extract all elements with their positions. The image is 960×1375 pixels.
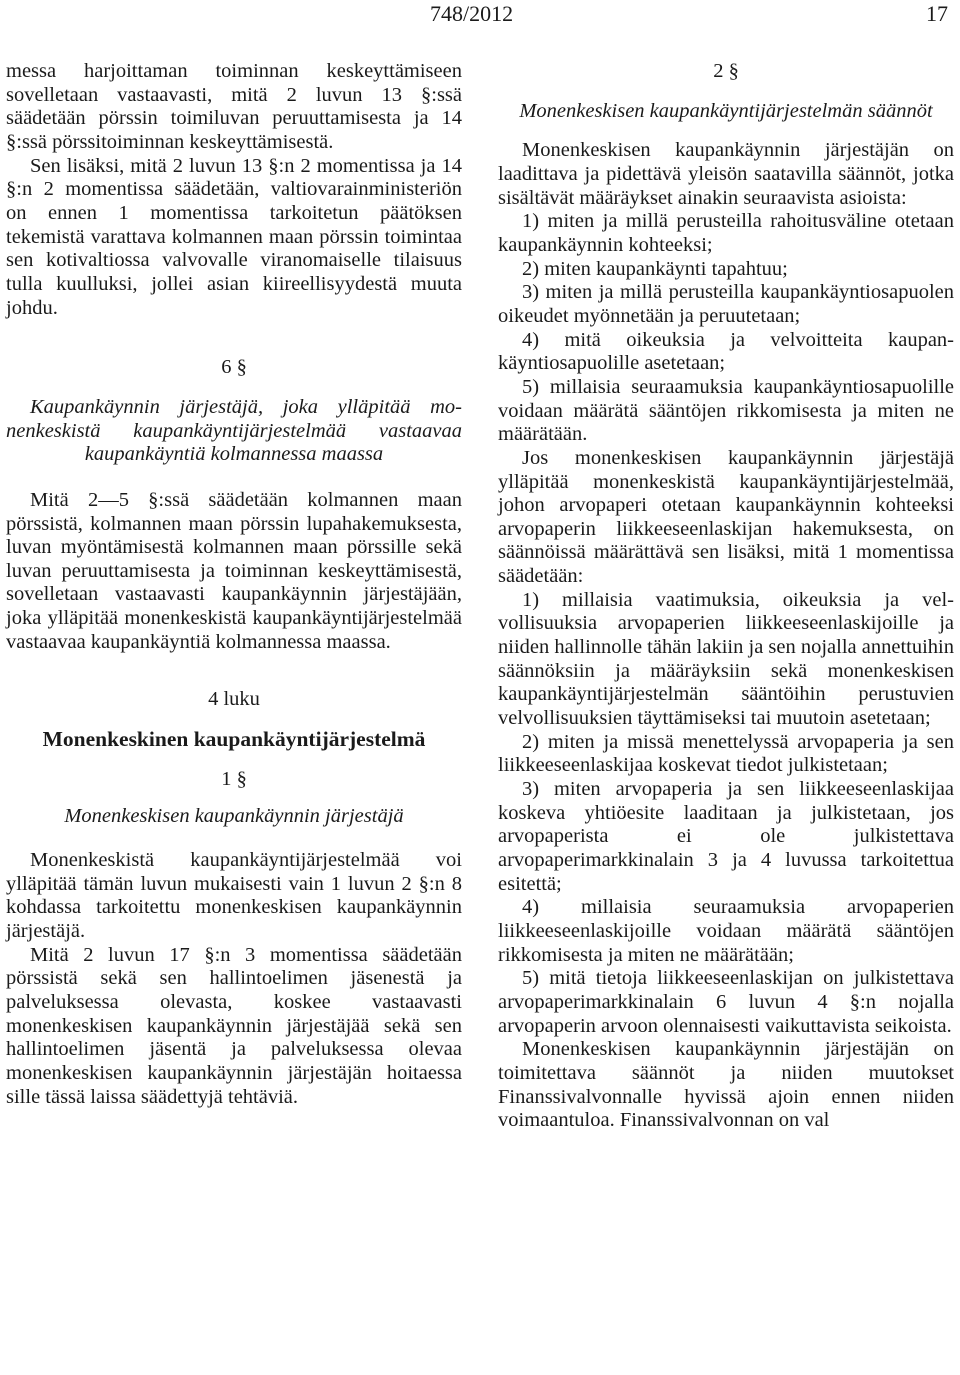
section-number: 2 §: [713, 60, 739, 82]
chapter-number: 4 luku: [208, 688, 260, 711]
paragraph: Monenkeskisen kaupankäynnin järjestäjän on laadittava ja pidettävä yleisön saatavilla säännöt, jotka sisältävät määräykset ainakin seuraavista asioista:: [498, 139, 954, 209]
list-item: 4) millaisia seuraamuksia arvopaperien liikkeeseenlaskijoille voidaan määrätä sääntöjen rikkomisesta ja miten ne määrätään;: [498, 896, 954, 966]
chapter-title: Monenkeskinen kaupankäyntijärjestelmä: [42, 727, 426, 752]
paragraph: Monenkeskistä kaupankäyntijärjestelmää voi ylläpitää tämän luvun mukaisesti vain 1 luvun 2 §:n 8 kohdassa tarkoitettu monenkeskisen kaupankäynnin järjestäjä.: [6, 849, 462, 943]
section-number: 1 §: [221, 767, 247, 790]
paragraph: Sen lisäksi, mitä 2 luvun 13 §:n 2 momentissa ja 14 §:n 2 momentissa säädetään, valtiovarainministeriön on ennen 1 momentissa tarkoitetun päätöksen tekemistä varattava kolmannen maan pörssin toimintaa sen kotivaltiossa valvovalle viranomaiselle tilaisuus tulla kuulluksi, jollei asian kiireellisyydestä muuta johdu.: [6, 154, 462, 319]
right-column: [498, 60, 954, 1133]
list-item: 1) millaisia vaatimuksia, oikeuksia ja velvollisuuksia arvopaperien liikkeeseenlaskijoille ja niiden hallinnolle tähän lakiin ja sen nojalla annettuihin säännöksiin ja määräyksiin sekä monenkeskisen kaupankäyntijärjestelmän sääntöihin perustuvien velvollisuuksien täyttämiseksi tai muutoin asetetaan;: [498, 588, 955, 730]
list-item: 5) millaisia seuraamuksia kaupankäyntiosapuolille voidaan määrätä sääntöjen rikkomisesta ja miten ne määrätään.: [498, 375, 954, 446]
list-item: 1) miten ja millä perusteilla rahoitusväline otetaan kaupankäynnin kohteeksi;: [498, 210, 954, 256]
list-item: 2) miten ja missä menettelyssä arvopaperia ja sen liikkeeseenlaskijaa koskevat tiedot julkistetaan;: [498, 730, 954, 777]
list-item: 3) miten ja millä perusteilla kaupankäyntiosapuolen oikeudet myönnetään ja peruutetaan;: [498, 281, 954, 327]
list-item: 3) miten arvopaperia ja sen liikkeeseenlaskijaa koskeva yhtiöesite laaditaan ja julkistetaan, jos arvopaperista ei ole julkistettava arvopaperimarkkinalain 3 ja 4 luvussa tarkoitettua esitettä;: [498, 778, 954, 895]
page-header: [0, 0, 960, 28]
left-column: [6, 60, 462, 1109]
section-title: Monenkeskisen kaupankäyntijärjestelmän säännöt: [519, 99, 933, 122]
list-item: 4) mitä oikeuksia ja velvoitteita kaupankäyntiosapuolille asetetaan;: [498, 328, 954, 375]
paragraph: Mitä 2—5 §:ssä säädetään kolmannen maan pörssistä, kolmannen maan pörssin lupahakemuksesta, luvan myöntämisestä kolmannen maan pörssille sekä luvan peruuttamisesta ja toiminnan keskeyttämisestä, sovelletaan vastaavasti kaupankäynnin järjestäjään, joka ylläpitää monenkeskistä kaupankäyntijärjestelmää vastaavaa kaupankäyntiä kolmannessa maassa.: [6, 488, 462, 653]
paragraph: messa harjoittaman toiminnan keskeyttämiseen sovelletaan vastaavasti, mitä 2 luvun 13 §:ssä säädetään pörssin toimiluvan peruuttamisesta ja 14 §:ssä pörssitoiminnan keskeyttämisestä.: [6, 60, 462, 153]
section-title: Monenkeskisen kaupankäynnin järjestäjä: [64, 805, 404, 828]
section-number: 6 §: [221, 356, 247, 379]
list-item: 2) miten kaupankäynti tapahtuu;: [522, 257, 788, 280]
paragraph: Jos monenkeskisen kaupankäynnin järjestäjä ylläpitää monenkeskistä kaupankäyntijärjestelmää, johon arvopaperi otetaan kaupankäynnin kohteeksi arvopaperin liikkeeseenlaskijan hakemuksesta, on säännöissä määrättävä sen lisäksi, mitä 1 momentissa säädetään:: [498, 446, 954, 588]
paragraph: Monenkeskisen kaupankäynnin järjestäjän on toimitettava säännöt ja niiden muutokset Finanssivalvonnalle hyvissä ajoin ennen niiden voimaantuloa. Finanssivalvonnan on val: [498, 1038, 954, 1132]
page-number: 17: [926, 1, 948, 26]
list-item: 5) mitä tietoja liikkeeseenlaskijan on julkistettava arvopaperimarkkinalain 6 luvun 4 §:n nojalla arvopaperin arvoon olennaisesti vaikuttavista seikoista.: [498, 967, 954, 1037]
document-number: 748/2012: [430, 1, 514, 26]
section-title: Kaupankäynnin järjestäjä, joka ylläpitää monenkeskistä kaupankäyntijärjestelmää vastaavaa kaupankäyntiä kolmannessa maassa: [6, 395, 462, 466]
paragraph: Mitä 2 luvun 17 §:n 3 momentissa säädetään pörssistä sekä sen hallintoelimen jäsenestä ja palveluksessa olevasta, koskee vastaavasti monenkeskisen kaupankäynnin järjestäjää sekä sen hallintoelimen jäsentä ja palveluksessa olevaa monenkeskisen kaupankäynnin järjestäjän hoitaessa sille tässä laissa säädettyjä tehtäviä.: [6, 943, 462, 1108]
